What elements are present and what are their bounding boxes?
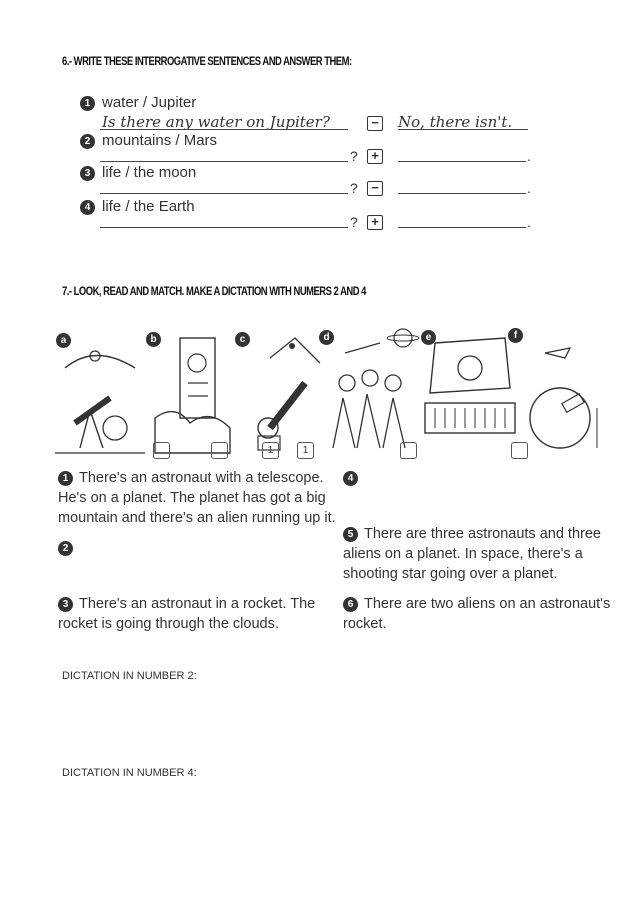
- sentence-1: [58, 468, 343, 528]
- answer-line: [398, 129, 528, 130]
- sentence-text: There's an astronaut in a rocket. The rocket is going through the clouds.: [58, 596, 316, 632]
- answer-line: [398, 161, 526, 162]
- item-prompt: life / the moon: [102, 164, 197, 181]
- picture-letter: c: [235, 332, 250, 347]
- minus-sign-icon: −: [367, 116, 383, 131]
- telescope-alien-illustration: [55, 328, 145, 463]
- picture-f: [525, 328, 605, 463]
- full-stop: .: [527, 148, 531, 164]
- item-number: 4: [80, 200, 95, 215]
- question-mark: ?: [350, 214, 358, 230]
- sentence-text: There are two aliens on an astronaut's rocket.: [343, 596, 611, 632]
- item-number: 1: [80, 96, 95, 111]
- sentence-5: [343, 524, 613, 584]
- sentence-text: There's an astronaut with a telescope. He's on a planet. The planet has got a big mountain and there's an alien running up it.: [58, 470, 336, 526]
- picture-letter: a: [56, 333, 71, 348]
- question-line: [100, 161, 348, 162]
- sentence-number: 1: [58, 471, 73, 486]
- picture-letter: b: [146, 332, 161, 347]
- sentence-number: 4: [343, 471, 358, 486]
- answer-box-a[interactable]: [153, 442, 170, 459]
- item-prompt: water / Jupiter: [102, 94, 197, 111]
- question-mark: ?: [350, 180, 358, 196]
- ex6-item-4: [80, 200, 540, 236]
- ex6-item-1: [80, 96, 540, 132]
- sentence-2: [58, 538, 343, 558]
- item-number: 3: [80, 166, 95, 181]
- ex6-item-3: [80, 166, 540, 202]
- sentence-number: 5: [343, 527, 358, 542]
- item-number: 2: [80, 134, 95, 149]
- full-stop: .: [527, 180, 531, 196]
- answer-box-d[interactable]: 1: [297, 442, 314, 459]
- exercise-7-heading: 7.- LOOK, READ AND MATCH. MAKE A DICTATION WITH NUMERS 2 AND 4: [62, 286, 366, 298]
- item-prompt: mountains / Mars: [102, 132, 218, 149]
- minus-sign-icon: −: [367, 181, 383, 196]
- handwritten-answer: No, there isn't.: [398, 113, 513, 131]
- sentence-3: [58, 594, 343, 634]
- planet-satellite-illustration: [525, 328, 605, 463]
- picture-e: [420, 328, 520, 463]
- question-mark: ?: [350, 148, 358, 164]
- answer-box-f[interactable]: [511, 442, 528, 459]
- answer-line: [100, 129, 348, 130]
- answer-line: [398, 193, 526, 194]
- picture-letter: e: [421, 330, 436, 345]
- handwritten-question: Is there any water on Jupiter?: [102, 113, 330, 131]
- sentence-6: [343, 594, 613, 634]
- dictation-2-label: DICTATION IN NUMBER 2:: [62, 670, 197, 682]
- plus-sign-icon: +: [367, 215, 383, 230]
- sentence-number: 6: [343, 597, 358, 612]
- answer-line: [398, 227, 526, 228]
- full-stop: .: [527, 214, 531, 230]
- picture-letter: d: [319, 330, 334, 345]
- question-line: [100, 227, 348, 228]
- exercise-6-heading: 6.- WRITE THESE INTERROGATIVE SENTENCES AND ANSWER THEM:: [62, 56, 352, 68]
- answer-box-c[interactable]: 1: [262, 442, 279, 459]
- sentence-4: [343, 468, 613, 488]
- dictation-4-label: DICTATION IN NUMBER 4:: [62, 767, 197, 779]
- picture-letter: f: [508, 328, 523, 343]
- answer-box-e[interactable]: [400, 442, 417, 459]
- picture-a: [55, 328, 145, 463]
- sentence-number: 2: [58, 541, 73, 556]
- astronaut-control-panel-illustration: [420, 328, 520, 463]
- item-prompt: life / the Earth: [102, 198, 195, 215]
- sentence-text: There are three astronauts and three aliens on a planet. In space, there's a shooting star going over a planet.: [343, 526, 601, 582]
- sentence-number: 3: [58, 597, 73, 612]
- answer-box-b[interactable]: [211, 442, 228, 459]
- question-line: [100, 193, 348, 194]
- plus-sign-icon: +: [367, 149, 383, 164]
